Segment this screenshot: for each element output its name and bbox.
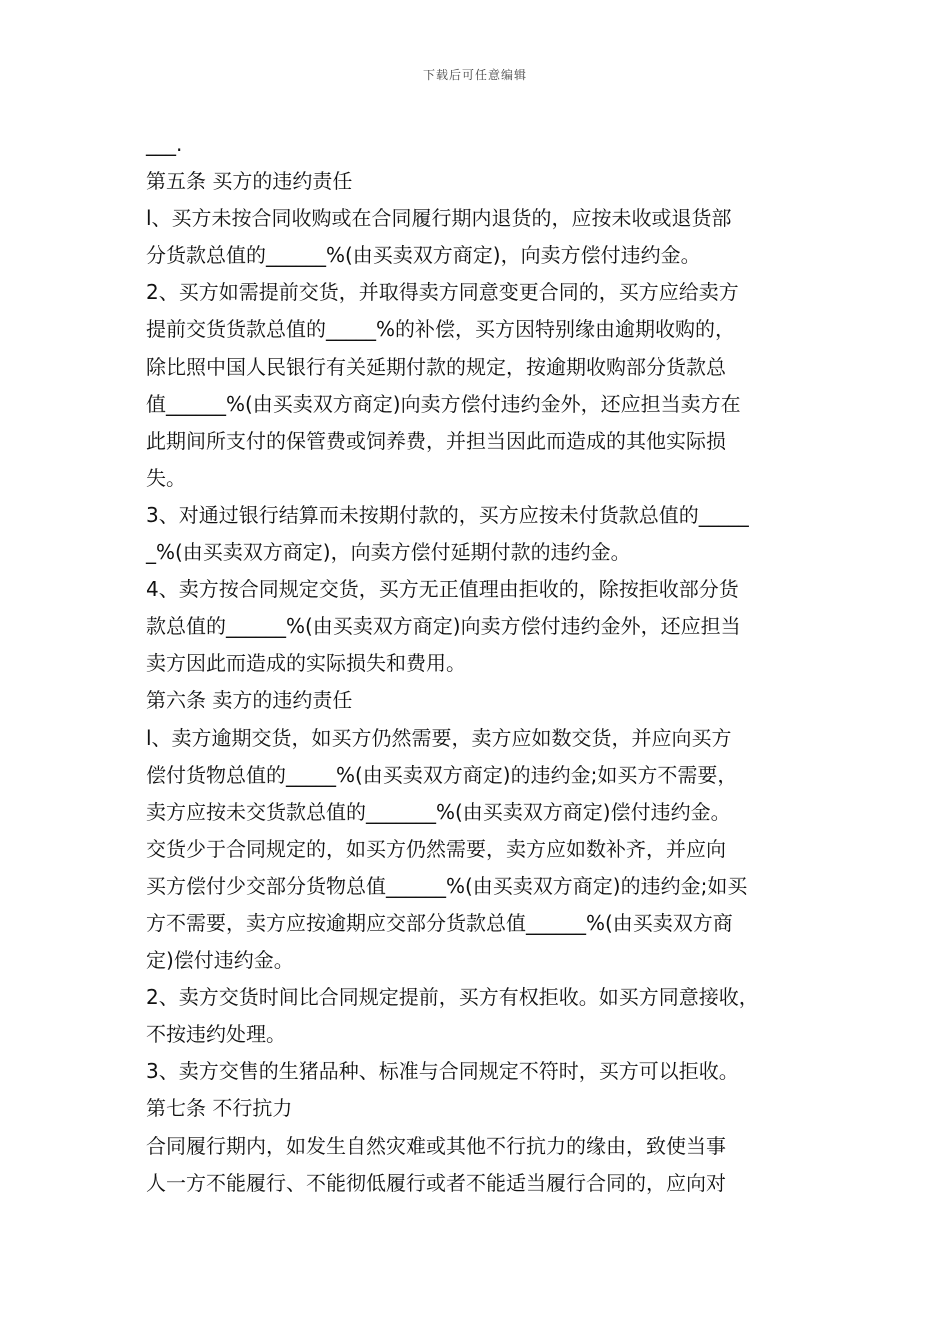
- text-line: 人一方不能履行、不能彻低履行或者不能适当履行合同的，应向对: [146, 1170, 726, 1195]
- text-line: 4、卖方按合同规定交货，买方无正值理由拒收的，除按拒收部分货: [146, 577, 739, 602]
- text-line: 定)偿付违约金。: [146, 948, 294, 973]
- text-line: 卖方应按未交货款总值的_______%(由买卖双方商定)偿付违约金。: [146, 799, 731, 824]
- document-body: [146, 126, 816, 1202]
- text-line: 此期间所支付的保管费或饲养费，并担当因此而造成的其他实际损: [146, 428, 726, 453]
- text-line: 3、对通过银行结算而未按期付款的，买方应按未付货款总值的_____: [146, 502, 749, 527]
- text-line: 分货款总值的______%(由买卖双方商定)，向卖方偿付违约金。: [146, 243, 701, 268]
- page-header-note: 下载后可任意编辑: [422, 68, 527, 82]
- text-line: 提前交货货款总值的_____%的补偿，买方因特别缘由逾期收购的，: [146, 317, 736, 342]
- text-line: ___.: [146, 132, 183, 156]
- section-heading: 第七条 不行抗力: [146, 1096, 293, 1121]
- text-line: 值______%(由买卖双方商定)向卖方偿付违约金外，还应担当卖方在: [146, 391, 741, 416]
- text-line: 买方偿付少交部分货物总值______%(由买卖双方商定)的违约金;如买: [146, 873, 748, 898]
- text-line: 卖方因此而造成的实际损失和费用。: [146, 651, 466, 676]
- section-heading: 第五条 买方的违约责任: [146, 169, 353, 194]
- text-line: 款总值的______%(由买卖双方商定)向卖方偿付违约金外，还应担当: [146, 614, 741, 639]
- text-line: 不按违约处理。: [146, 1022, 286, 1047]
- text-line: 2、卖方交货时间比合同规定提前，买方有权拒收。如买方同意接收，: [146, 985, 759, 1010]
- text-line: 合同履行期内，如发生自然灾难或其他不行抗力的缘由，致使当事: [146, 1133, 726, 1158]
- text-line: 方不需要，卖方应按逾期应交部分货款总值______%(由买卖双方商: [146, 910, 733, 935]
- text-line: 偿付货物总值的_____%(由买卖双方商定)的违约金;如买方不需要，: [146, 762, 738, 787]
- text-line: l、买方未按合同收购或在合同履行期内退货的，应按未收或退货部: [146, 206, 732, 231]
- text-line: 2、买方如需提前交货，并取得卖方同意变更合同的，买方应给卖方: [146, 280, 739, 305]
- text-line: l、卖方逾期交货，如买方仍然需要，卖方应如数交货，并应向买方: [146, 725, 732, 750]
- text-line: 3、卖方交售的生猪品种、标准与合同规定不符时，买方可以拒收。: [146, 1059, 739, 1084]
- text-line: _%(由买卖双方商定)，向卖方偿付延期付款的违约金。: [146, 540, 631, 565]
- section-heading: 第六条 卖方的违约责任: [146, 688, 353, 713]
- text-line: 失。: [146, 465, 186, 490]
- text-line: 除比照中国人民银行有关延期付款的规定，按逾期收购部分货款总: [146, 354, 726, 379]
- text-line: 交货少于合同规定的，如买方仍然需要，卖方应如数补齐，并应向: [146, 836, 726, 861]
